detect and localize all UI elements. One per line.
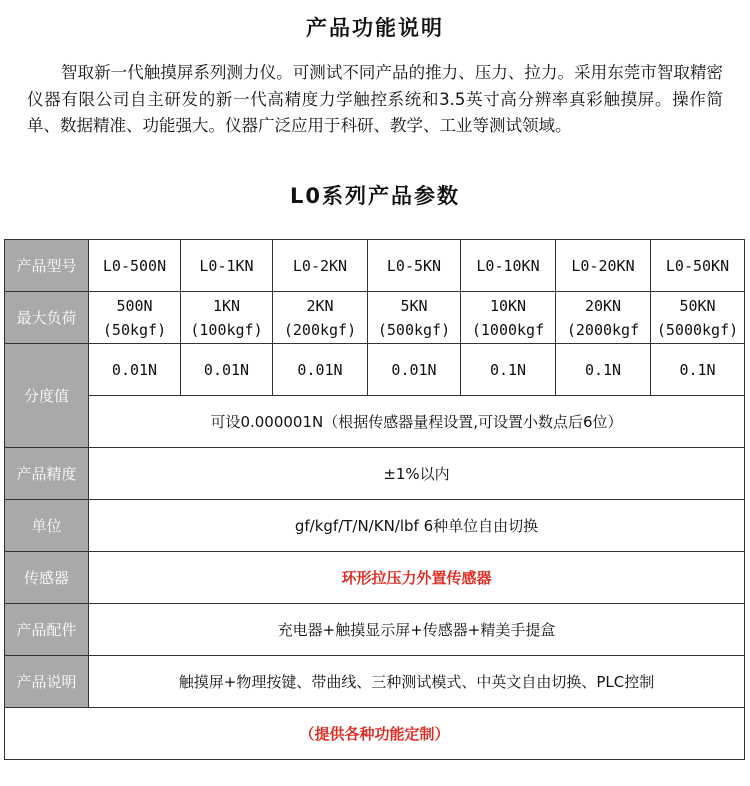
accessory-label: 产品配件 [5, 604, 89, 656]
model-cell: L0-2KN [273, 240, 368, 292]
resolution-cell: 0.1N [461, 344, 556, 396]
intro-paragraph: 智取新一代触摸屏系列测力仪。可测试不同产品的推力、压力、拉力。采用东莞市智取精密仪器有限公司自主研发的新一代高精度力学触控系统和3.5英寸高分辨率真彩触摸屏。操作简单、数据精准、功能强大。仪器广泛应用于科研、教学、工业等测试领域。 [27, 63, 723, 135]
resolution-cell: 0.1N [651, 344, 745, 396]
resolution-cell: 0.01N [181, 344, 273, 396]
table-row-model [5, 240, 745, 292]
load-cell: 1KN (100kgf) [181, 292, 273, 344]
params-table [4, 239, 745, 760]
model-cell: L0-500N [89, 240, 181, 292]
params-title: L0系列产品参数 [290, 184, 460, 208]
table-row-unit [5, 500, 745, 552]
load-cell: 10KN (1000kgf [461, 292, 556, 344]
accuracy-label: 产品精度 [5, 448, 89, 500]
model-label: 产品型号 [5, 240, 89, 292]
model-cell: L0-1KN [181, 240, 273, 292]
unit-label: 单位 [5, 500, 89, 552]
sensor-label: 传感器 [5, 552, 89, 604]
resolution-cell: 0.01N [89, 344, 181, 396]
table-row-accessories [5, 604, 745, 656]
model-cell: L0-5KN [368, 240, 461, 292]
resolution-cell: 0.01N [368, 344, 461, 396]
accuracy-value: ±1%以内 [89, 448, 745, 500]
load-label: 最大负荷 [5, 292, 89, 344]
load-cell: 50KN (5000kgf) [651, 292, 745, 344]
table-row-custom [5, 708, 745, 760]
table-row-resolution [5, 344, 745, 396]
resolution-note: 可设0.000001N（根据传感器量程设置,可设置小数点后6位） [89, 396, 745, 448]
table-row-sensor [5, 552, 745, 604]
table-row-resolution-note [5, 396, 745, 448]
description-value: 触摸屏+物理按键、带曲线、三种测试模式、中英文自由切换、PLC控制 [89, 656, 745, 708]
load-cell: 2KN (200kgf) [273, 292, 368, 344]
model-cell: L0-50KN [651, 240, 745, 292]
table-row-load [5, 292, 745, 344]
resolution-cell: 0.01N [273, 344, 368, 396]
unit-value: gf/kgf/T/N/KN/lbf 6种单位自由切换 [89, 500, 745, 552]
load-cell: 500N (50kgf) [89, 292, 181, 344]
load-cell: 5KN (500kgf) [368, 292, 461, 344]
sensor-value: 环形拉压力外置传感器 [89, 552, 745, 604]
model-cell: L0-10KN [461, 240, 556, 292]
table-row-description [5, 656, 745, 708]
custom-note: （提供各种功能定制） [5, 708, 745, 760]
accessory-value: 充电器+触摸显示屏+传感器+精美手提盒 [89, 604, 745, 656]
table-row-accuracy [5, 448, 745, 500]
resolution-label: 分度值 [5, 344, 89, 448]
resolution-cell: 0.1N [556, 344, 651, 396]
model-cell: L0-20KN [556, 240, 651, 292]
load-cell: 20KN (2000kgf [556, 292, 651, 344]
page-title: 产品功能说明 [306, 16, 444, 40]
description-label: 产品说明 [5, 656, 89, 708]
